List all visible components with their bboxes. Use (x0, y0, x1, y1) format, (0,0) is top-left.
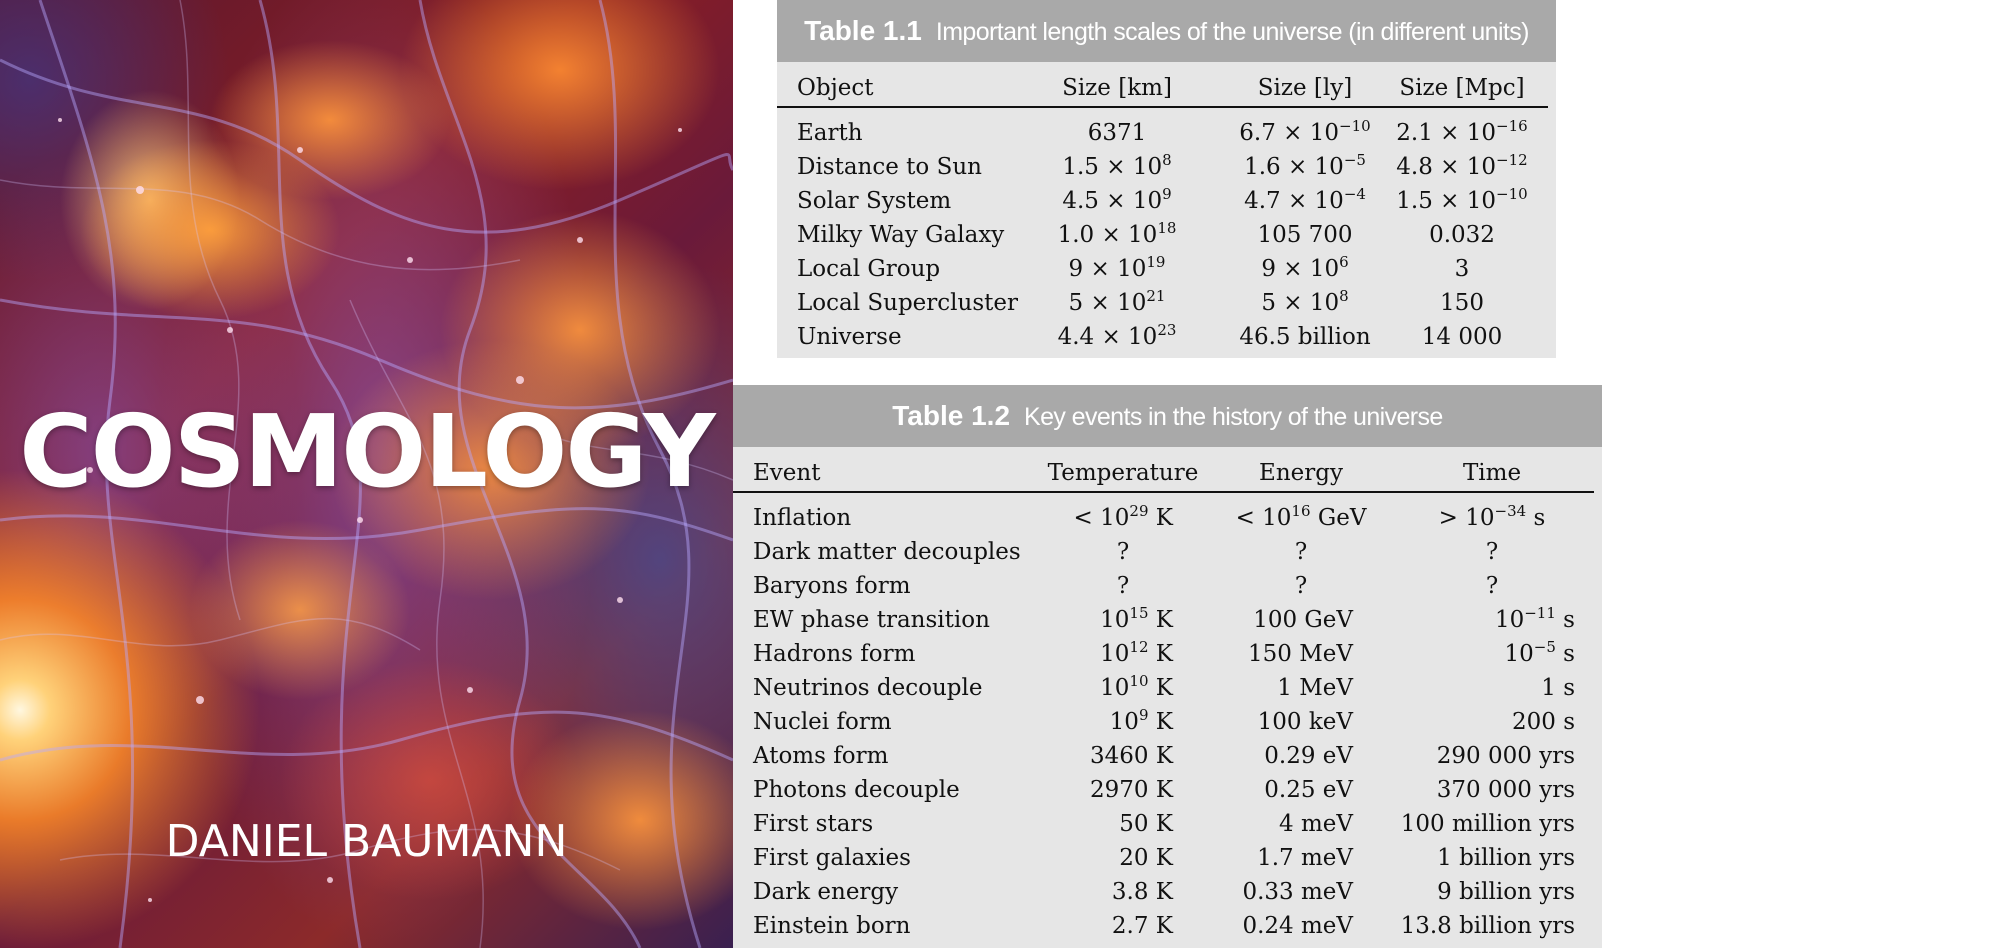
cell-energy (1279, 813, 1353, 836)
cell-time-value: 13.8 billion yrs (1400, 913, 1575, 939)
cell-size-ly (1244, 185, 1366, 214)
cell-object-value: Universe (797, 324, 902, 350)
cell-object (797, 292, 1018, 315)
cell-time-value: 290 000 yrs (1436, 743, 1575, 769)
cell-size-ly-exponent: 8 (1339, 287, 1349, 305)
cell-time (1504, 638, 1575, 667)
cell-size-ly (1244, 151, 1366, 180)
cell-energy (1295, 575, 1307, 598)
cell-size-ly (1261, 287, 1349, 316)
cell-temperature-exponent: 15 (1129, 604, 1149, 622)
cell-temperature-unit: K (1148, 709, 1173, 735)
cell-size-mpc-value: 1.5 × 10 (1396, 188, 1497, 214)
header-rule (733, 491, 1594, 493)
cell-size-km-exponent: 8 (1162, 151, 1172, 169)
cell-time-value: 1 billion yrs (1437, 845, 1575, 871)
cell-time (1401, 915, 1575, 938)
cell-size-ly-value: 6.7 × 10 (1239, 120, 1340, 146)
cell-size-km-value: 1.0 × 10 (1057, 222, 1158, 248)
cell-size-km (1057, 219, 1177, 248)
cell-event-value: Atoms form (753, 743, 889, 769)
cell-temperature (1119, 813, 1173, 836)
cell-energy-value: 150 MeV (1248, 641, 1353, 667)
cell-size-ly (1257, 224, 1352, 247)
cell-size-km (1062, 151, 1172, 180)
cell-size-km (1088, 122, 1147, 145)
cell-time-value: > 10 (1438, 505, 1495, 531)
cell-size-ly (1239, 326, 1370, 349)
cell-event (753, 847, 911, 870)
cell-object-value: Distance to Sun (797, 154, 982, 180)
cell-size-km-exponent: 18 (1157, 219, 1177, 237)
table-number: Table 1.2 (892, 400, 1011, 431)
cell-size-mpc-value: 3 (1454, 256, 1470, 282)
cell-size-km (1057, 321, 1177, 350)
cell-time (1437, 779, 1575, 802)
cell-size-ly-exponent: −4 (1343, 185, 1366, 203)
cell-energy-value: 0.24 meV (1242, 913, 1353, 939)
cell-size-mpc (1429, 224, 1495, 247)
column-header (1259, 462, 1343, 485)
cell-size-mpc (1396, 151, 1528, 180)
table-key-events (733, 385, 1602, 948)
cell-temperature (1073, 502, 1173, 531)
cell-event-value: Dark matter decouples (753, 539, 1021, 565)
book-title: COSMOLOGY (19, 393, 714, 510)
cell-size-ly (1239, 117, 1371, 146)
cell-temperature-exponent: 12 (1129, 638, 1149, 656)
cell-size-ly-value: 5 × 10 (1261, 290, 1340, 316)
cell-energy (1264, 779, 1353, 802)
table-number: Table 1.1 (804, 15, 922, 46)
cell-event (753, 813, 873, 836)
cell-energy (1257, 847, 1353, 870)
cell-energy (1258, 711, 1353, 734)
cell-object (797, 326, 902, 349)
table-length-scales (777, 0, 1556, 358)
cell-size-mpc (1422, 326, 1502, 349)
cell-temperature-value: < 10 (1073, 505, 1130, 531)
cell-time-value: ? (1485, 573, 1499, 599)
cell-size-ly (1261, 253, 1349, 282)
cell-time-exponent: −34 (1494, 502, 1527, 520)
column-header-value: Energy (1259, 460, 1343, 486)
cell-time-value: 1 s (1541, 675, 1575, 701)
cell-event (753, 745, 888, 768)
cell-event-value: Baryons form (753, 573, 911, 599)
cell-time-value: 100 million yrs (1400, 811, 1575, 837)
cell-temperature-unit: K (1148, 675, 1173, 701)
cell-temperature-value: ? (1116, 539, 1130, 565)
table-caption-text: Key events in the history of the universe (1024, 403, 1443, 431)
cell-time-unit: s (1555, 607, 1575, 633)
cell-energy-value: ? (1294, 539, 1308, 565)
cell-time (1437, 745, 1575, 768)
cell-object-value: Earth (797, 120, 863, 146)
cell-temperature-value: 10 (1100, 675, 1130, 701)
cell-energy-value: 0.25 eV (1264, 777, 1353, 803)
cell-size-mpc-exponent: −12 (1496, 151, 1528, 169)
cell-object (797, 258, 940, 281)
cell-object (797, 224, 1004, 247)
cell-energy (1264, 745, 1353, 768)
cell-temperature-unit: K (1148, 505, 1173, 531)
cell-time-value: 9 billion yrs (1437, 879, 1575, 905)
cell-temperature-value: 3.8 K (1111, 879, 1173, 905)
column-header (1463, 462, 1521, 485)
cell-size-mpc (1396, 185, 1528, 214)
cell-time-value: 10 (1494, 607, 1525, 633)
book-author: DANIEL BAUMANN (165, 816, 568, 867)
cell-size-mpc-value: 4.8 × 10 (1396, 154, 1497, 180)
cell-event (753, 881, 898, 904)
cell-temperature (1112, 915, 1173, 938)
column-header-value: Event (753, 460, 821, 486)
cell-time (1494, 604, 1575, 633)
cell-temperature-value: 20 K (1119, 845, 1173, 871)
cell-temperature-value: 3460 K (1089, 743, 1173, 769)
table-caption-text: Important length scales of the universe (in different units) (935, 18, 1529, 46)
cell-size-km-exponent: 21 (1146, 287, 1166, 305)
cell-energy-value: 1 MeV (1277, 675, 1353, 701)
cell-size-km-value: 9 × 10 (1068, 256, 1147, 282)
cell-event (753, 643, 915, 666)
cell-energy (1277, 677, 1353, 700)
cell-energy-value: 0.33 meV (1242, 879, 1353, 905)
cell-size-ly-value: 9 × 10 (1261, 256, 1340, 282)
cell-time-unit: s (1526, 505, 1546, 531)
cell-size-ly-exponent: 6 (1339, 253, 1349, 271)
cell-energy-value: 1.7 meV (1257, 845, 1353, 871)
cell-temperature (1109, 706, 1173, 735)
cell-event (753, 507, 851, 530)
book-cover (0, 0, 733, 948)
cell-size-mpc (1440, 292, 1484, 315)
column-header (1399, 77, 1524, 100)
cell-object (797, 122, 863, 145)
cell-event (753, 711, 892, 734)
cell-time-value: 10 (1504, 641, 1534, 667)
header-rule (777, 106, 1548, 108)
cell-size-km (1062, 185, 1172, 214)
cell-time (1438, 502, 1546, 531)
cell-temperature (1090, 779, 1173, 802)
cell-size-ly-value: 105 700 (1257, 222, 1353, 248)
cell-temperature (1100, 638, 1173, 667)
cell-energy-value: 100 GeV (1253, 607, 1353, 633)
cell-size-km-value: 5 × 10 (1068, 290, 1147, 316)
cell-event (753, 677, 982, 700)
cell-size-km-value: 4.4 × 10 (1057, 324, 1158, 350)
cell-energy (1248, 643, 1353, 666)
cell-size-km-value: 4.5 × 10 (1062, 188, 1163, 214)
cell-time (1401, 813, 1575, 836)
cell-time (1541, 677, 1575, 700)
cell-energy-value: ? (1294, 573, 1308, 599)
cell-object (797, 190, 951, 213)
cell-time (1486, 575, 1498, 598)
cell-time-unit: s (1555, 641, 1575, 667)
cell-temperature-unit: K (1148, 607, 1173, 633)
cell-size-km (1068, 253, 1166, 282)
column-header-value: Time (1462, 460, 1522, 486)
cell-event-value: Photons decouple (753, 777, 960, 803)
cell-size-ly-value: 1.6 × 10 (1244, 154, 1344, 180)
cell-energy (1242, 881, 1353, 904)
cell-event-value: EW phase transition (753, 607, 990, 633)
cell-object-value: Local Supercluster (797, 290, 1018, 316)
column-header (1062, 77, 1172, 100)
cell-time (1437, 881, 1575, 904)
cell-energy-unit: GeV (1310, 505, 1367, 531)
cell-event-value: Hadrons form (753, 641, 916, 667)
cell-size-km-exponent: 9 (1162, 185, 1172, 203)
column-header-value: Temperature (1047, 460, 1199, 486)
cell-energy (1242, 915, 1353, 938)
cell-event (753, 779, 960, 802)
cell-size-mpc-value: 0.032 (1429, 222, 1495, 248)
cell-energy-value: 100 keV (1257, 709, 1353, 735)
cell-size-mpc-value: 150 (1440, 290, 1484, 316)
cell-size-mpc-exponent: −10 (1496, 185, 1528, 203)
cell-temperature (1112, 881, 1173, 904)
column-header-value: Size [Mpc] (1399, 75, 1525, 101)
cell-temperature-value: 2.7 K (1111, 913, 1173, 939)
column-header (1048, 462, 1199, 485)
column-header (1258, 77, 1352, 100)
cell-temperature-value: ? (1116, 573, 1130, 599)
cell-time-exponent: −5 (1533, 638, 1556, 656)
cell-energy (1253, 609, 1353, 632)
cell-size-km-exponent: 23 (1157, 321, 1177, 339)
cell-temperature-exponent: 10 (1129, 672, 1149, 690)
column-header-value: Object (797, 75, 874, 101)
cell-event-value: Neutrinos decouple (753, 675, 983, 701)
cell-energy (1235, 502, 1367, 531)
cell-temperature-value: 2970 K (1089, 777, 1173, 803)
cell-size-mpc-value: 14 000 (1421, 324, 1503, 350)
cell-temperature-value: 50 K (1119, 811, 1173, 837)
cell-size-km-exponent: 19 (1146, 253, 1166, 271)
cell-temperature (1117, 575, 1129, 598)
cell-time-exponent: −11 (1524, 604, 1556, 622)
cell-energy-exponent: 16 (1291, 502, 1311, 520)
cell-event-value: Dark energy (753, 879, 899, 905)
cell-event (753, 609, 990, 632)
cell-time (1437, 847, 1575, 870)
cell-object-value: Solar System (797, 188, 952, 214)
cell-size-ly-exponent: −5 (1343, 151, 1366, 169)
cell-size-km-value: 1.5 × 10 (1062, 154, 1163, 180)
cell-temperature-value: 10 (1109, 709, 1139, 735)
cell-event (753, 541, 1021, 564)
cell-size-ly-value: 4.7 × 10 (1244, 188, 1344, 214)
cell-event-value: First galaxies (753, 845, 911, 871)
cell-temperature-exponent: 29 (1129, 502, 1149, 520)
cell-size-km-value: 6371 (1087, 120, 1147, 146)
column-header-value: Size [km] (1062, 75, 1172, 101)
cell-time-value: 370 000 yrs (1436, 777, 1575, 803)
cell-temperature (1117, 541, 1129, 564)
cell-temperature (1090, 745, 1173, 768)
cell-event (753, 575, 911, 598)
cell-object (797, 156, 982, 179)
cell-size-mpc (1396, 117, 1528, 146)
cell-size-mpc-exponent: −16 (1496, 117, 1528, 135)
cell-time (1486, 541, 1498, 564)
cell-size-km (1068, 287, 1166, 316)
column-header (797, 77, 873, 100)
cell-time-value: ? (1485, 539, 1499, 565)
table-caption (733, 385, 1602, 447)
cell-size-mpc (1455, 258, 1470, 281)
cell-event-value: Inflation (753, 505, 852, 531)
cell-temperature (1100, 672, 1173, 701)
cell-temperature (1119, 847, 1173, 870)
cell-energy-value: 4 meV (1279, 811, 1353, 837)
cell-event-value: First stars (753, 811, 874, 837)
cell-object-value: Local Group (797, 256, 941, 282)
cell-event-value: Nuclei form (753, 709, 892, 735)
cell-temperature (1100, 604, 1173, 633)
cell-time-value: 200 s (1511, 709, 1575, 735)
table-caption (777, 0, 1556, 62)
cell-size-ly-exponent: −10 (1339, 117, 1371, 135)
cell-temperature-unit: K (1148, 641, 1173, 667)
column-header (753, 462, 820, 485)
cell-event-value: Einstein born (753, 913, 911, 939)
cell-size-mpc-value: 2.1 × 10 (1396, 120, 1497, 146)
cell-energy-value: 0.29 eV (1264, 743, 1353, 769)
cell-temperature-exponent: 9 (1138, 706, 1149, 724)
cell-energy (1295, 541, 1307, 564)
cell-energy-value: < 10 (1235, 505, 1292, 531)
cell-event (753, 915, 910, 938)
column-header-value: Size [ly] (1257, 75, 1353, 101)
cell-temperature-value: 10 (1100, 641, 1130, 667)
cell-object-value: Milky Way Galaxy (797, 222, 1005, 248)
cell-temperature-value: 10 (1100, 607, 1130, 633)
cell-size-ly-value: 46.5 billion (1239, 324, 1371, 350)
cell-time (1512, 711, 1575, 734)
